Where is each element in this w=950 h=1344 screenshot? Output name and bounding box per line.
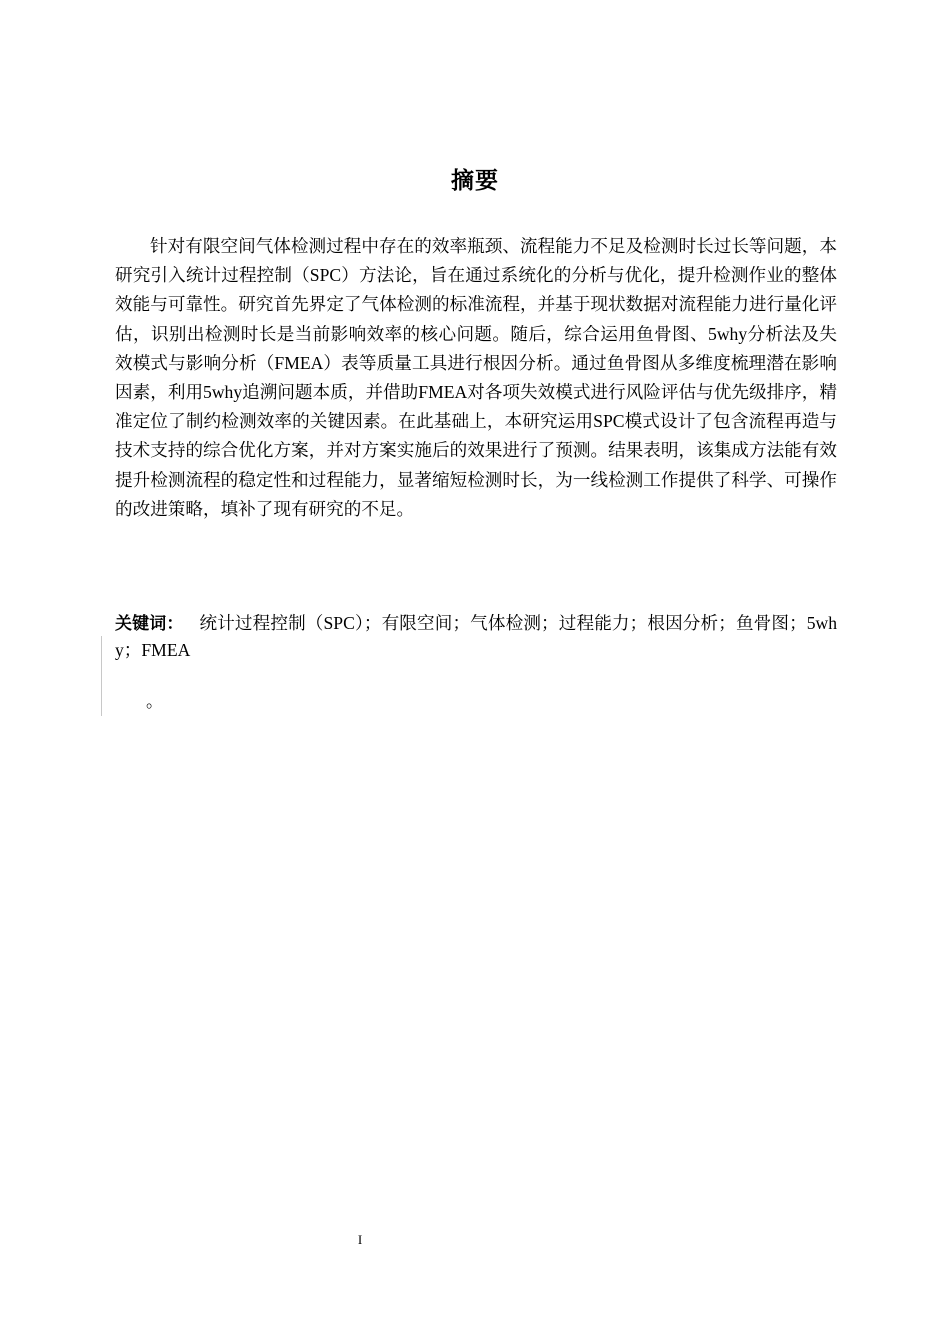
stray-period: 。 [146, 692, 163, 711]
keywords-text: 统计过程控制（SPC）；有限空间；气体检测；过程能力；根因分析；鱼骨图；5why；FMEA [115, 613, 837, 660]
keywords-label: 关键词： [115, 614, 184, 634]
page-number: I [357, 1232, 363, 1247]
abstract-body: 针对有限空间气体检测过程中存在的效率瓶颈、流程能力不足及检测时长过长等问题，本研究引入统计过程控制（SPC）方法论，旨在通过系统化的分析与优化，提升检测作业的整体效能与可靠性。研究首先界定了气体检测的标准流程，并基于现状数据对流程能力进行量化评估，识别出检测时长是当前影响效率的核心问题。随后，综合运用鱼骨图、5why分析法及失效模式与影响分析（FMEA）表等质量工具进行根因分析。通过鱼骨图从多维度梳理潜在影响因素，利用5why追溯问题本质，并借助FMEA对各项失效模式进行风险评估与优先级排序，精准定位了制约检测效率的关键因素。在此基础上，本研究运用SPC模式设计了包含流程再造与技术支持的综合优化方案，并对方案实施后的效果进行了预测。结果表明，该集成方法能有效提升检测流程的稳定性和过程能力，显著缩短检测时长，为一线检测工作提供了科学、可操作的改进策略，填补了现有研究的不足。 [115, 236, 837, 519]
revision-bar [101, 636, 102, 716]
keywords-paragraph [115, 610, 837, 663]
abstract-title: 摘要 [451, 168, 499, 194]
